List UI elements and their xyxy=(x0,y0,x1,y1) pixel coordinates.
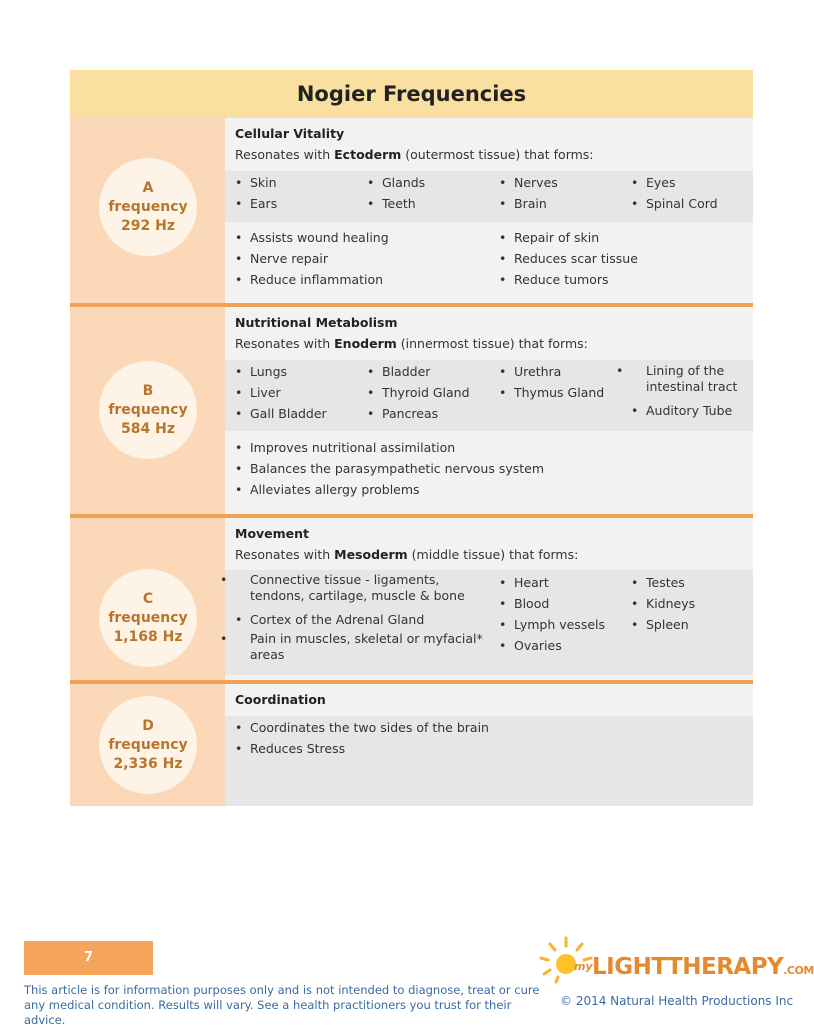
frequency-badge-a: A frequency 292 Hz xyxy=(99,158,197,256)
copyright-text: © 2014 Natural Health Productions Inc xyxy=(560,994,794,1008)
brand-logo xyxy=(536,932,814,992)
section-b-forms-col3: • Urethra • Thymus Gland xyxy=(499,361,624,403)
page-number-box: 7 xyxy=(24,941,153,975)
section-c-forms-col2: • Heart • Blood • Lymph vessels • Ovaries xyxy=(499,572,624,656)
section-a-forms-col3: • Nerves • Brain xyxy=(499,172,624,214)
section-d-heading: Coordination xyxy=(235,692,326,707)
frequency-badge-b: B frequency 584 Hz xyxy=(99,361,197,459)
section-c-heading: Movement xyxy=(235,526,310,541)
section-b-forms-col1: • Lungs • Liver • Gall Bladder xyxy=(235,361,360,424)
section-d xyxy=(70,684,753,806)
section-b-resonates: Resonates with Enoderm (innermost tissue) that forms: xyxy=(235,336,588,351)
section-a-benefits-col1: • Assists wound healing • Nerve repair • Reduce inflammation xyxy=(235,227,490,290)
frequency-table xyxy=(70,70,753,806)
frequency-badge-c: C frequency 1,168 Hz xyxy=(99,569,197,667)
page-title: Nogier Frequencies xyxy=(70,70,753,118)
section-a-forms-col4: • Eyes • Spinal Cord xyxy=(631,172,749,214)
section-b-forms-col2: • Bladder • Thyroid Gland • Pancreas xyxy=(367,361,492,424)
section-a-forms-col2: • Glands • Teeth xyxy=(367,172,492,214)
section-a-benefits-col2: • Repair of skin • Reduces scar tissue • Reduce tumors xyxy=(499,227,749,290)
section-d-benefits: • Coordinates the two sides of the brain • Reduces Stress xyxy=(235,717,735,759)
section-a-forms-col1: • Skin • Ears xyxy=(235,172,360,214)
section-b-forms-col4: • Lining of the intestinal tract • Auditory Tube xyxy=(631,361,749,421)
section-b-heading: Nutritional Metabolism xyxy=(235,315,398,330)
disclaimer-text: This article is for information purposes only and is not intended to diagnose, treat or cure any medical condition. Results will vary. See a health practitioners you trust for their advice. xyxy=(24,983,540,1027)
section-a-resonates: Resonates with Ectoderm (outermost tissue) that forms: xyxy=(235,147,594,162)
section-c-forms-col3: • Testes • Kidneys • Spleen xyxy=(631,572,749,635)
section-a-heading: Cellular Vitality xyxy=(235,126,345,141)
frequency-badge-d: D frequency 2,336 Hz xyxy=(99,696,197,794)
section-c-forms-col1: • Connective tissue - ligaments, tendons, cartilage, muscle & bone • Cortex of the Adrenal Gland • Pain in muscles, skeletal or myfacial* areas xyxy=(235,570,495,668)
section-b-benefits: • Improves nutritional assimilation • Balances the parasympathetic nervous system • Alleviates allergy problems xyxy=(235,437,735,500)
section-a xyxy=(70,118,753,303)
section-c xyxy=(70,518,753,680)
section-c-resonates: Resonates with Mesoderm (middle tissue) that forms: xyxy=(235,547,579,562)
section-b xyxy=(70,307,753,514)
logo-wordmark: LIGHTTHERAPY.COM xyxy=(592,954,814,980)
logo-my: my xyxy=(574,960,593,973)
